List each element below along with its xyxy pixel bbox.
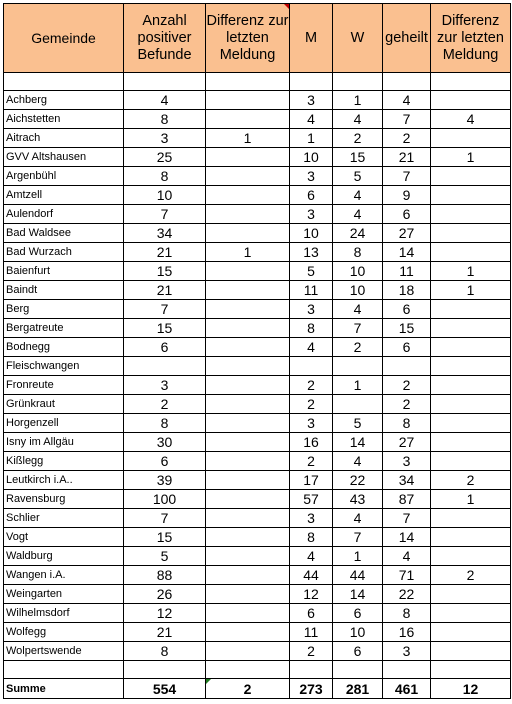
difference-recovered-cell[interactable] — [431, 91, 511, 110]
difference-recovered-cell[interactable] — [431, 623, 511, 642]
header-recovered[interactable]: geheilt — [383, 4, 431, 73]
female-cell[interactable]: 5 — [333, 414, 383, 433]
header-difference-positive[interactable]: Differenz zur letzten Meldung — [206, 4, 290, 73]
gemeinde-cell[interactable]: GVV Altshausen — [4, 148, 124, 167]
female-cell[interactable] — [333, 395, 383, 414]
difference-recovered-cell[interactable] — [431, 319, 511, 338]
female-cell[interactable]: 4 — [333, 300, 383, 319]
table-row — [4, 262, 511, 281]
female-cell[interactable]: 44 — [333, 566, 383, 585]
gemeinde-cell[interactable]: Aichstetten — [4, 110, 124, 129]
empty-cell[interactable] — [333, 661, 383, 679]
male-cell[interactable]: 5 — [290, 262, 333, 281]
recovered-cell[interactable]: 3 — [383, 452, 431, 471]
positive-cell[interactable]: 7 — [124, 300, 206, 319]
male-cell[interactable]: 44 — [290, 566, 333, 585]
spacer-row-bottom — [4, 661, 511, 679]
difference-positive-cell[interactable] — [206, 604, 290, 623]
positive-cell[interactable]: 100 — [124, 490, 206, 509]
gemeinde-cell[interactable]: Bergatreute — [4, 319, 124, 338]
difference-recovered-cell[interactable] — [431, 129, 511, 148]
table-row — [4, 186, 511, 205]
difference-positive-cell[interactable] — [206, 566, 290, 585]
difference-positive-cell[interactable] — [206, 357, 290, 376]
female-cell[interactable]: 8 — [333, 243, 383, 262]
difference-recovered-cell[interactable] — [431, 642, 511, 661]
female-cell[interactable]: 10 — [333, 623, 383, 642]
female-cell[interactable]: 6 — [333, 604, 383, 623]
recovered-cell[interactable]: 14 — [383, 243, 431, 262]
positive-cell[interactable]: 21 — [124, 243, 206, 262]
difference-recovered-cell[interactable] — [431, 433, 511, 452]
difference-recovered-cell[interactable]: 2 — [431, 471, 511, 490]
positive-cell[interactable]: 3 — [124, 129, 206, 148]
recovered-cell[interactable]: 3 — [383, 642, 431, 661]
male-cell[interactable]: 6 — [290, 186, 333, 205]
table-row — [4, 585, 511, 604]
male-cell[interactable]: 4 — [290, 547, 333, 566]
positive-cell[interactable]: 21 — [124, 281, 206, 300]
gemeinde-cell[interactable]: Argenbühl — [4, 167, 124, 186]
male-cell[interactable]: 2 — [290, 452, 333, 471]
header-positive-count[interactable]: Anzahl positiver Befunde — [124, 4, 206, 73]
header-male[interactable]: M — [290, 4, 333, 73]
male-cell[interactable]: 10 — [290, 148, 333, 167]
empty-cell[interactable] — [4, 73, 124, 91]
positive-cell[interactable]: 15 — [124, 319, 206, 338]
positive-cell[interactable] — [124, 357, 206, 376]
table-row — [4, 129, 511, 148]
difference-positive-cell[interactable] — [206, 642, 290, 661]
female-cell[interactable]: 1 — [333, 91, 383, 110]
recovered-cell[interactable]: 6 — [383, 338, 431, 357]
table-row — [4, 91, 511, 110]
table-row — [4, 224, 511, 243]
female-cell[interactable]: 2 — [333, 129, 383, 148]
male-cell[interactable]: 6 — [290, 604, 333, 623]
gemeinde-cell[interactable]: Wangen i.A. — [4, 566, 124, 585]
total-row — [4, 679, 511, 699]
gemeinde-cell[interactable]: Aitrach — [4, 129, 124, 148]
female-cell[interactable]: 5 — [333, 167, 383, 186]
female-cell[interactable]: 10 — [333, 281, 383, 300]
positive-cell[interactable]: 10 — [124, 186, 206, 205]
female-cell[interactable]: 7 — [333, 528, 383, 547]
difference-recovered-cell[interactable] — [431, 585, 511, 604]
recovered-cell[interactable]: 16 — [383, 623, 431, 642]
gemeinde-cell[interactable]: Fronreute — [4, 376, 124, 395]
difference-positive-cell[interactable] — [206, 110, 290, 129]
positive-cell[interactable]: 4 — [124, 91, 206, 110]
difference-positive-cell[interactable] — [206, 186, 290, 205]
difference-recovered-cell[interactable] — [431, 243, 511, 262]
gemeinde-cell[interactable]: Wilhelmsdorf — [4, 604, 124, 623]
female-cell[interactable]: 14 — [333, 433, 383, 452]
gemeinde-cell[interactable]: Fleischwangen — [4, 357, 124, 376]
total-male[interactable]: 273 — [290, 679, 333, 699]
positive-cell[interactable]: 88 — [124, 566, 206, 585]
total-positive[interactable]: 554 — [124, 679, 206, 699]
difference-positive-cell[interactable] — [206, 167, 290, 186]
spacer-row-top — [4, 73, 511, 91]
table-row — [4, 566, 511, 585]
table-row — [4, 604, 511, 623]
empty-cell[interactable] — [383, 73, 431, 91]
difference-recovered-cell[interactable] — [431, 414, 511, 433]
total-difference-positive[interactable]: 2 — [206, 679, 290, 699]
gemeinde-cell[interactable]: Achberg — [4, 91, 124, 110]
male-cell[interactable]: 12 — [290, 585, 333, 604]
recovered-cell[interactable]: 14 — [383, 528, 431, 547]
recovered-cell[interactable]: 6 — [383, 300, 431, 319]
positive-cell[interactable]: 12 — [124, 604, 206, 623]
header-difference-recovered[interactable]: Differenz zur letzten Meldung — [431, 4, 511, 73]
table-row — [4, 338, 511, 357]
difference-positive-cell[interactable]: 1 — [206, 243, 290, 262]
female-cell[interactable]: 24 — [333, 224, 383, 243]
header-gemeinde[interactable]: Gemeinde — [4, 4, 124, 73]
gemeinde-cell[interactable]: Waldburg — [4, 547, 124, 566]
gemeinde-cell[interactable]: Isny im Allgäu — [4, 433, 124, 452]
male-cell[interactable]: 13 — [290, 243, 333, 262]
gemeinde-cell[interactable]: Bad Wurzach — [4, 243, 124, 262]
positive-cell[interactable]: 6 — [124, 452, 206, 471]
difference-recovered-cell[interactable]: 1 — [431, 262, 511, 281]
table-row — [4, 642, 511, 661]
difference-positive-cell[interactable] — [206, 338, 290, 357]
difference-recovered-cell[interactable] — [431, 452, 511, 471]
total-label[interactable]: Summe — [4, 679, 124, 699]
gemeinde-cell[interactable]: Baindt — [4, 281, 124, 300]
female-cell[interactable]: 1 — [333, 376, 383, 395]
difference-recovered-cell[interactable] — [431, 376, 511, 395]
recovered-cell[interactable]: 18 — [383, 281, 431, 300]
difference-positive-cell[interactable] — [206, 623, 290, 642]
difference-positive-cell[interactable] — [206, 224, 290, 243]
table-row — [4, 281, 511, 300]
male-cell[interactable]: 3 — [290, 91, 333, 110]
positive-cell[interactable]: 3 — [124, 376, 206, 395]
recovered-cell[interactable]: 7 — [383, 110, 431, 129]
table-row — [4, 433, 511, 452]
difference-recovered-cell[interactable]: 1 — [431, 148, 511, 167]
recovered-cell[interactable]: 6 — [383, 205, 431, 224]
female-cell[interactable]: 22 — [333, 471, 383, 490]
recovered-cell[interactable]: 7 — [383, 509, 431, 528]
positive-cell[interactable]: 26 — [124, 585, 206, 604]
difference-recovered-cell[interactable] — [431, 547, 511, 566]
male-cell[interactable]: 2 — [290, 395, 333, 414]
positive-cell[interactable]: 8 — [124, 167, 206, 186]
total-recovered[interactable]: 461 — [383, 679, 431, 699]
difference-positive-cell[interactable] — [206, 490, 290, 509]
recovered-cell[interactable]: 11 — [383, 262, 431, 281]
recovered-cell[interactable]: 4 — [383, 91, 431, 110]
male-cell[interactable]: 3 — [290, 167, 333, 186]
male-cell[interactable]: 1 — [290, 129, 333, 148]
positive-cell[interactable]: 15 — [124, 262, 206, 281]
difference-positive-cell[interactable] — [206, 148, 290, 167]
recovered-cell[interactable]: 4 — [383, 547, 431, 566]
difference-positive-cell[interactable] — [206, 414, 290, 433]
difference-positive-cell[interactable] — [206, 547, 290, 566]
difference-recovered-cell[interactable]: 2 — [431, 566, 511, 585]
gemeinde-cell[interactable]: Berg — [4, 300, 124, 319]
female-cell[interactable]: 4 — [333, 110, 383, 129]
empty-cell[interactable] — [206, 73, 290, 91]
positive-cell[interactable]: 8 — [124, 642, 206, 661]
male-cell[interactable]: 4 — [290, 110, 333, 129]
positive-cell[interactable]: 21 — [124, 623, 206, 642]
positive-cell[interactable]: 2 — [124, 395, 206, 414]
female-cell[interactable]: 1 — [333, 547, 383, 566]
positive-cell[interactable]: 25 — [124, 148, 206, 167]
male-cell[interactable]: 2 — [290, 376, 333, 395]
recovered-cell[interactable]: 2 — [383, 376, 431, 395]
difference-positive-cell[interactable] — [206, 471, 290, 490]
recovered-cell[interactable]: 15 — [383, 319, 431, 338]
recovered-cell[interactable]: 27 — [383, 224, 431, 243]
difference-recovered-cell[interactable]: 1 — [431, 281, 511, 300]
difference-recovered-cell[interactable]: 1 — [431, 490, 511, 509]
gemeinde-cell[interactable]: Baienfurt — [4, 262, 124, 281]
male-cell[interactable]: 3 — [290, 509, 333, 528]
difference-positive-cell[interactable] — [206, 319, 290, 338]
difference-positive-cell[interactable] — [206, 452, 290, 471]
difference-positive-cell[interactable] — [206, 300, 290, 319]
positive-cell[interactable]: 7 — [124, 205, 206, 224]
positive-cell[interactable]: 15 — [124, 528, 206, 547]
difference-recovered-cell[interactable] — [431, 167, 511, 186]
gemeinde-cell[interactable]: Ravensburg — [4, 490, 124, 509]
positive-cell[interactable]: 34 — [124, 224, 206, 243]
difference-recovered-cell[interactable] — [431, 186, 511, 205]
difference-recovered-cell[interactable] — [431, 224, 511, 243]
table-row — [4, 110, 511, 129]
table-row — [4, 414, 511, 433]
female-cell[interactable]: 4 — [333, 205, 383, 224]
gemeinde-cell[interactable]: Bad Waldsee — [4, 224, 124, 243]
male-cell[interactable]: 3 — [290, 300, 333, 319]
difference-positive-cell[interactable] — [206, 205, 290, 224]
recovered-cell[interactable]: 2 — [383, 129, 431, 148]
table-row — [4, 623, 511, 642]
empty-cell[interactable] — [124, 73, 206, 91]
positive-cell[interactable]: 5 — [124, 547, 206, 566]
recovered-cell[interactable]: 71 — [383, 566, 431, 585]
table-row — [4, 205, 511, 224]
total-difference-recovered[interactable]: 12 — [431, 679, 511, 699]
difference-positive-cell[interactable] — [206, 262, 290, 281]
difference-recovered-cell[interactable] — [431, 205, 511, 224]
gemeinde-cell[interactable]: Amtzell — [4, 186, 124, 205]
recovered-cell[interactable]: 21 — [383, 148, 431, 167]
table-row — [4, 528, 511, 547]
difference-recovered-cell[interactable] — [431, 357, 511, 376]
table-row — [4, 395, 511, 414]
female-cell[interactable]: 10 — [333, 262, 383, 281]
empty-cell[interactable] — [333, 73, 383, 91]
gemeinde-cell[interactable]: Kißlegg — [4, 452, 124, 471]
table-row — [4, 148, 511, 167]
empty-cell[interactable] — [290, 661, 333, 679]
female-cell[interactable]: 15 — [333, 148, 383, 167]
female-cell[interactable]: 2 — [333, 338, 383, 357]
gemeinde-cell[interactable]: Weingarten — [4, 585, 124, 604]
male-cell[interactable]: 10 — [290, 224, 333, 243]
empty-cell[interactable] — [124, 661, 206, 679]
difference-recovered-cell[interactable] — [431, 338, 511, 357]
difference-recovered-cell[interactable] — [431, 528, 511, 547]
table-row — [4, 376, 511, 395]
empty-cell[interactable] — [206, 661, 290, 679]
difference-positive-cell[interactable]: 1 — [206, 129, 290, 148]
female-cell[interactable]: 4 — [333, 509, 383, 528]
male-cell[interactable] — [290, 357, 333, 376]
gemeinde-cell[interactable]: Aulendorf — [4, 205, 124, 224]
male-cell[interactable]: 4 — [290, 338, 333, 357]
table-row — [4, 490, 511, 509]
male-cell[interactable]: 17 — [290, 471, 333, 490]
table-row — [4, 452, 511, 471]
recovered-cell[interactable]: 7 — [383, 167, 431, 186]
table-row — [4, 319, 511, 338]
recovered-cell[interactable]: 87 — [383, 490, 431, 509]
table-row — [4, 243, 511, 262]
male-cell[interactable]: 11 — [290, 623, 333, 642]
female-cell[interactable]: 4 — [333, 186, 383, 205]
male-cell[interactable]: 8 — [290, 319, 333, 338]
male-cell[interactable]: 8 — [290, 528, 333, 547]
gemeinde-cell[interactable]: Vogt — [4, 528, 124, 547]
recovered-cell[interactable]: 8 — [383, 604, 431, 623]
recovered-cell[interactable]: 9 — [383, 186, 431, 205]
female-cell[interactable]: 7 — [333, 319, 383, 338]
female-cell[interactable]: 6 — [333, 642, 383, 661]
table-row — [4, 547, 511, 566]
infection-table — [3, 3, 511, 699]
female-cell[interactable] — [333, 357, 383, 376]
gemeinde-cell[interactable]: Horgenzell — [4, 414, 124, 433]
female-cell[interactable]: 14 — [333, 585, 383, 604]
empty-cell[interactable] — [431, 661, 511, 679]
male-cell[interactable]: 57 — [290, 490, 333, 509]
recovered-cell[interactable]: 2 — [383, 395, 431, 414]
gemeinde-cell[interactable]: Wolfegg — [4, 623, 124, 642]
spreadsheet — [3, 3, 511, 699]
male-cell[interactable]: 3 — [290, 205, 333, 224]
gemeinde-cell[interactable]: Grünkraut — [4, 395, 124, 414]
recovered-cell[interactable]: 22 — [383, 585, 431, 604]
gemeinde-cell[interactable]: Bodnegg — [4, 338, 124, 357]
difference-recovered-cell[interactable]: 4 — [431, 110, 511, 129]
empty-cell[interactable] — [383, 661, 431, 679]
male-cell[interactable]: 11 — [290, 281, 333, 300]
positive-cell[interactable]: 8 — [124, 110, 206, 129]
table-row — [4, 509, 511, 528]
positive-cell[interactable]: 30 — [124, 433, 206, 452]
total-female[interactable]: 281 — [333, 679, 383, 699]
difference-recovered-cell[interactable] — [431, 604, 511, 623]
header-female[interactable]: W — [333, 4, 383, 73]
difference-positive-cell[interactable] — [206, 281, 290, 300]
difference-positive-cell[interactable] — [206, 91, 290, 110]
female-cell[interactable]: 4 — [333, 452, 383, 471]
difference-recovered-cell[interactable] — [431, 509, 511, 528]
recovered-cell[interactable]: 27 — [383, 433, 431, 452]
positive-cell[interactable]: 39 — [124, 471, 206, 490]
table-row — [4, 471, 511, 490]
gemeinde-cell[interactable]: Schlier — [4, 509, 124, 528]
table-row — [4, 357, 511, 376]
difference-positive-cell[interactable] — [206, 528, 290, 547]
difference-positive-cell[interactable] — [206, 433, 290, 452]
recovered-cell[interactable] — [383, 357, 431, 376]
empty-cell[interactable] — [4, 661, 124, 679]
positive-cell[interactable]: 6 — [124, 338, 206, 357]
table-row — [4, 300, 511, 319]
gemeinde-cell[interactable]: Wolpertswende — [4, 642, 124, 661]
female-cell[interactable]: 43 — [333, 490, 383, 509]
difference-positive-cell[interactable] — [206, 509, 290, 528]
positive-cell[interactable]: 7 — [124, 509, 206, 528]
male-cell[interactable]: 3 — [290, 414, 333, 433]
recovered-cell[interactable]: 34 — [383, 471, 431, 490]
gemeinde-cell[interactable]: Leutkirch i.A.. — [4, 471, 124, 490]
positive-cell[interactable]: 8 — [124, 414, 206, 433]
header-row — [4, 4, 511, 73]
table-row — [4, 167, 511, 186]
difference-positive-cell[interactable] — [206, 376, 290, 395]
difference-positive-cell[interactable] — [206, 395, 290, 414]
male-cell[interactable]: 2 — [290, 642, 333, 661]
recovered-cell[interactable]: 8 — [383, 414, 431, 433]
difference-recovered-cell[interactable] — [431, 395, 511, 414]
empty-cell[interactable] — [290, 73, 333, 91]
difference-positive-cell[interactable] — [206, 585, 290, 604]
empty-cell[interactable] — [431, 73, 511, 91]
difference-recovered-cell[interactable] — [431, 300, 511, 319]
male-cell[interactable]: 16 — [290, 433, 333, 452]
